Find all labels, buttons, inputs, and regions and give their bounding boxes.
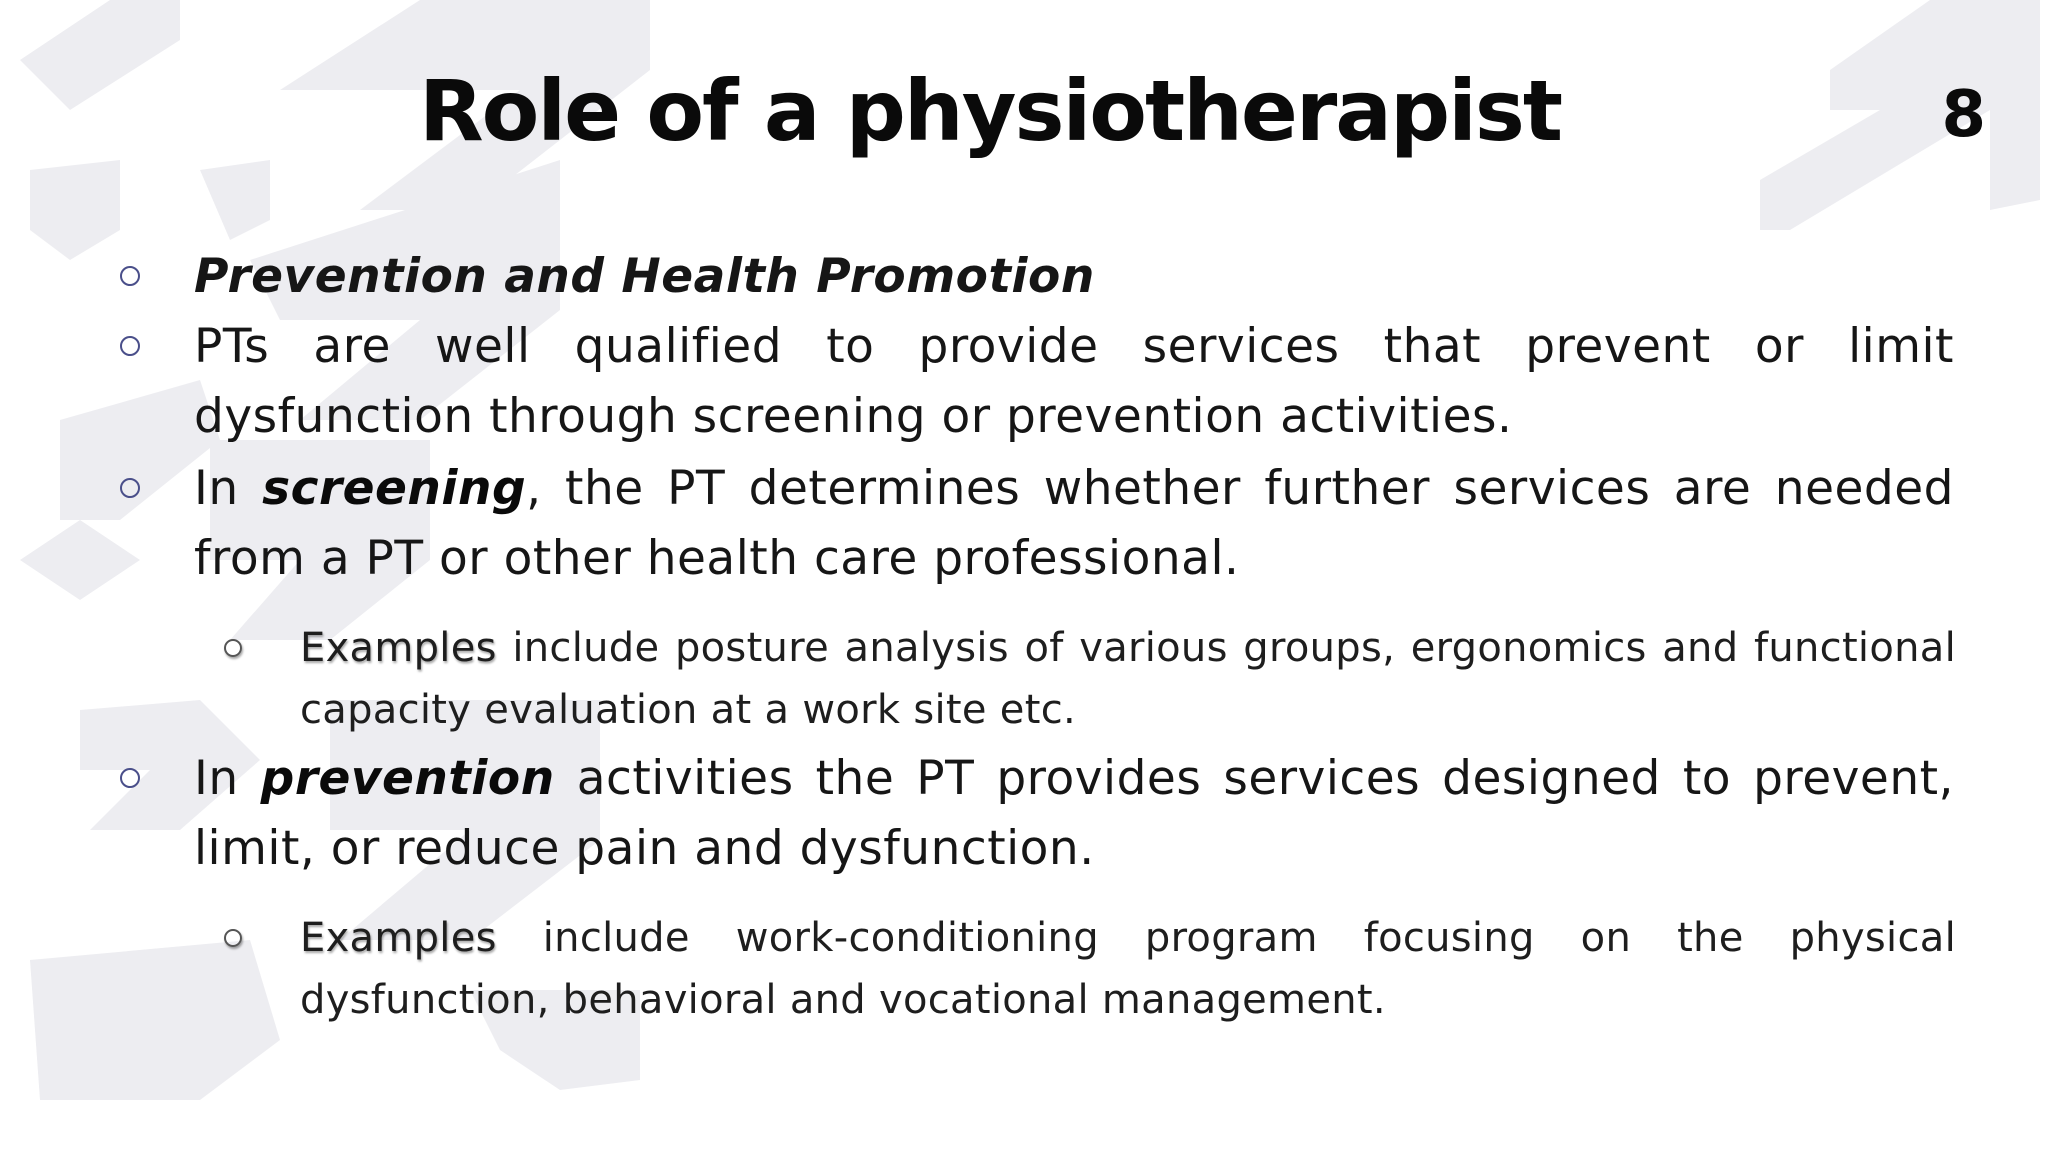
- examples-label: Examples: [300, 915, 497, 961]
- sub-bullet-item-screening-examples: [224, 617, 1956, 741]
- emphasis-screening: screening: [262, 461, 527, 516]
- sub-bullet-text: [300, 907, 1956, 1031]
- text-segment: In: [194, 461, 263, 516]
- slide-title: Role of a physiotherapist: [418, 62, 1562, 160]
- text-segment: activities the PT provides services designed to prevent, limit, or reduce pain and dysfunction.: [194, 751, 1954, 876]
- bullet-item-heading: [120, 242, 1956, 312]
- sub-bullet-text: [300, 617, 1956, 741]
- hollow-circle-bullet-icon: [120, 768, 140, 788]
- section-heading: Prevention and Health Promotion: [194, 249, 1095, 304]
- hollow-circle-bullet-icon: [120, 336, 140, 356]
- examples-label: Examples: [300, 625, 497, 671]
- text-segment: include work-conditioning program focusing on the physical dysfunction, behavioral and vocational management.: [300, 915, 1956, 1023]
- text-segment: , the PT determines whether further services are needed from a PT or other health care professional.: [194, 461, 1954, 586]
- text-segment: In: [194, 751, 261, 806]
- sub-bullet-item-prevention-examples: [224, 907, 1956, 1031]
- bullet-item-screening: [120, 454, 1956, 594]
- bullet-text: [194, 454, 1954, 594]
- bullet-item-qualified: [120, 312, 1956, 452]
- hollow-circle-bullet-icon: [120, 266, 140, 286]
- hollow-circle-bullet-icon: [224, 929, 242, 947]
- hollow-circle-bullet-icon: [224, 639, 242, 657]
- emphasis-prevention: prevention: [260, 751, 555, 806]
- bullet-text: PTs are well qualified to provide services that prevent or limit dysfunction through screening or prevention activities.: [194, 319, 1954, 444]
- bullet-item-prevention: [120, 744, 1956, 884]
- hollow-circle-bullet-icon: [120, 478, 140, 498]
- text-segment: include posture analysis of various groups, ergonomics and functional capacity evaluation at a work site etc.: [300, 625, 1956, 733]
- page-number: 8: [1941, 78, 1986, 152]
- bullet-text: [194, 744, 1954, 884]
